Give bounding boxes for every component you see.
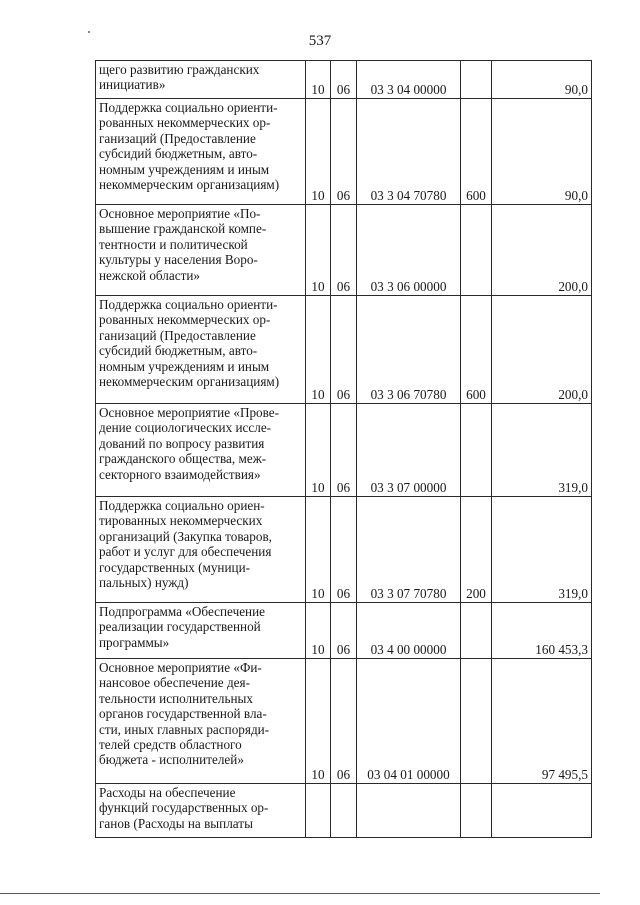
row-subsection-code: 06	[331, 659, 357, 784]
row-expense-type-code	[461, 659, 492, 784]
row-amount	[492, 784, 592, 838]
row-subsection-code: 06	[331, 205, 357, 296]
table-body	[96, 61, 592, 838]
row-name: Основное мероприятие «Фи- нансовое обеспечение дея- тельности исполнительных органов государственной вла- сти, иных главных распоряди- телей средств областного бюджета - исполнителей»	[96, 659, 306, 784]
row-section-code: 10	[306, 404, 331, 497]
row-subsection-code: 06	[331, 404, 357, 497]
row-expense-type-code	[461, 61, 492, 99]
row-name: Поддержка социально ориенти- рованных некоммерческих ор- ганизаций (Предоставление субсидий бюджетным, авто- номным учреждениям и иным некоммерческим организациям)	[96, 99, 306, 205]
row-name: Поддержка социально ориенти- рованных некоммерческих ор- ганизаций (Предоставление субсидий бюджетным, авто- номным учреждениям и иным некоммерческим организациям)	[96, 296, 306, 404]
row-expense-type-code	[461, 784, 492, 838]
row-amount: 319,0	[492, 404, 592, 497]
table-row	[96, 205, 592, 296]
bottom-divider	[0, 893, 600, 894]
row-section-code: 10	[306, 61, 331, 99]
table-row	[96, 404, 592, 497]
row-target-article-code: 03 3 07 70780	[357, 497, 461, 603]
row-expense-type-code: 600	[461, 296, 492, 404]
table-row	[96, 603, 592, 659]
row-subsection-code: 06	[331, 603, 357, 659]
row-section-code: 10	[306, 659, 331, 784]
row-amount: 160 453,3	[492, 603, 592, 659]
page-number: 537	[308, 33, 332, 49]
row-target-article-code: 03 3 04 70780	[357, 99, 461, 205]
row-amount: 200,0	[492, 296, 592, 404]
row-expense-type-code	[461, 603, 492, 659]
table-row	[96, 659, 592, 784]
row-section-code: 10	[306, 603, 331, 659]
row-target-article-code	[357, 784, 461, 838]
row-amount: 200,0	[492, 205, 592, 296]
row-target-article-code: 03 3 07 00000	[357, 404, 461, 497]
budget-table	[95, 60, 592, 838]
row-amount: 90,0	[492, 61, 592, 99]
row-name: Поддержка социально ориен- тированных некоммерческих организаций (Закупка товаров, работ и услуг для обеспечения государственных (муници- пальных) нужд)	[96, 497, 306, 603]
row-subsection-code: 06	[331, 497, 357, 603]
row-target-article-code: 03 3 04 00000	[357, 61, 461, 99]
row-name: Подпрограмма «Обеспечение реализации государственной программы»	[96, 603, 306, 659]
row-expense-type-code: 600	[461, 99, 492, 205]
row-section-code: 10	[306, 99, 331, 205]
row-subsection-code	[331, 784, 357, 838]
row-target-article-code: 03 3 06 70780	[357, 296, 461, 404]
row-subsection-code: 06	[331, 61, 357, 99]
row-section-code	[306, 784, 331, 838]
row-target-article-code: 03 4 00 00000	[357, 603, 461, 659]
row-target-article-code: 03 04 01 00000	[357, 659, 461, 784]
row-amount: 90,0	[492, 99, 592, 205]
row-expense-type-code: 200	[461, 497, 492, 603]
table-row	[96, 296, 592, 404]
row-name: Расходы на обеспечение функций государственных ор- ганов (Расходы на выплаты	[96, 784, 306, 838]
row-expense-type-code	[461, 404, 492, 497]
table-row	[96, 61, 592, 99]
row-section-code: 10	[306, 296, 331, 404]
row-name: Основное мероприятие «Прове- дение социологических иссле- дований по вопросу развития гражданского общества, меж- секторного взаимодействия»	[96, 404, 306, 497]
row-section-code: 10	[306, 205, 331, 296]
row-subsection-code: 06	[331, 296, 357, 404]
row-amount: 97 495,5	[492, 659, 592, 784]
table-row	[96, 784, 592, 838]
row-name: щего развитию гражданских инициатив»	[96, 61, 306, 99]
row-target-article-code: 03 3 06 00000	[357, 205, 461, 296]
row-amount: 319,0	[492, 497, 592, 603]
row-expense-type-code	[461, 205, 492, 296]
row-subsection-code: 06	[331, 99, 357, 205]
row-section-code: 10	[306, 497, 331, 603]
table-row	[96, 99, 592, 205]
table-row	[96, 497, 592, 603]
row-name: Основное мероприятие «По- вышение гражданской компе- тентности и политической культуры у населения Воро- нежской области»	[96, 205, 306, 296]
